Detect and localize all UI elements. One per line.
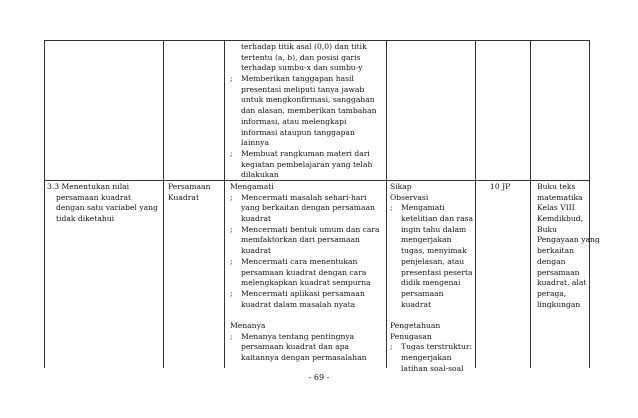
bullet-text: dan alasan, memberikan tambahan bbox=[241, 106, 377, 116]
bullet-text: tugas, menyimak bbox=[401, 246, 467, 256]
bullet-text: melengkapkan kuadrat sempurna bbox=[241, 278, 371, 288]
bullet-continuation bbox=[390, 300, 473, 311]
bullet-continuation bbox=[230, 160, 377, 171]
table-column-divider bbox=[163, 40, 164, 368]
bullet-text: ingin tahu dalam bbox=[401, 224, 467, 234]
bullet-item bbox=[230, 257, 380, 268]
text-line: Buku teks bbox=[537, 182, 576, 191]
penilaian-pengetahuan bbox=[390, 321, 473, 342]
bullet-continuation bbox=[230, 268, 380, 279]
spacer bbox=[230, 310, 380, 321]
bullet-text: yang berkaitan dengan persamaan bbox=[241, 203, 375, 213]
bullet-text: dilakukan bbox=[241, 170, 279, 180]
bullet-marker: ; bbox=[230, 148, 233, 158]
bullet-continuation bbox=[230, 85, 377, 96]
bullet-item bbox=[230, 149, 377, 160]
bullet-continuation bbox=[390, 235, 473, 246]
bullet-text: Mencermati aplikasi persamaan bbox=[241, 288, 365, 298]
bullet-continuation bbox=[230, 95, 377, 106]
activity-heading-menanya: Menanya bbox=[230, 320, 266, 330]
bullet-text: Mencermati masalah sehari-hari bbox=[241, 192, 367, 202]
bullet-text: kuadrat bbox=[401, 299, 432, 309]
bullet-continuation bbox=[230, 138, 377, 149]
bullet-text: persamaan kuadrat dan apa bbox=[241, 342, 350, 352]
penilaian-sikap bbox=[390, 182, 473, 203]
bullet-continuation bbox=[230, 214, 380, 225]
bullet-item bbox=[390, 203, 473, 214]
bullet-continuation bbox=[230, 203, 380, 214]
bullet-marker: ; bbox=[230, 288, 233, 298]
bullet-continuation bbox=[390, 225, 473, 236]
text-line: Pengayaan yang bbox=[537, 235, 600, 245]
bullet-item bbox=[230, 193, 380, 204]
bullet-marker: ; bbox=[390, 203, 393, 213]
activity-list-mengamati bbox=[230, 193, 380, 311]
text-line: Kelas VIII bbox=[537, 203, 575, 213]
alokasi-waktu-value: 10 JP bbox=[490, 182, 511, 191]
bullet-text: persamaan bbox=[401, 288, 444, 298]
spacer bbox=[390, 310, 473, 321]
page-number: - 69 - bbox=[308, 373, 330, 382]
bullet-continuation bbox=[230, 246, 380, 257]
bullet-text: memfaktorkan dari persamaan bbox=[241, 235, 360, 245]
text-line: persamaan bbox=[537, 267, 580, 277]
text-line: dengan bbox=[537, 256, 566, 266]
table-column-divider bbox=[224, 40, 225, 368]
bullet-continuation bbox=[390, 214, 473, 225]
bullet-marker: ; bbox=[390, 342, 393, 352]
bullet-continuation bbox=[230, 278, 380, 289]
bullet-text: informasi ataupun tanggapan bbox=[241, 127, 355, 137]
bullet-text: Mengamati bbox=[401, 203, 445, 213]
text-line: peraga, bbox=[537, 288, 567, 298]
bullet-text: untuk mengkonfirmasi, sanggahan bbox=[241, 95, 375, 105]
text-line: matematika bbox=[537, 192, 583, 202]
bullet-text: kuadrat bbox=[241, 246, 272, 256]
bullet-continuation bbox=[230, 353, 380, 364]
text-line: berkaitan bbox=[537, 246, 575, 256]
bullet-text: kaitannya dengan permasalahan bbox=[241, 353, 367, 362]
bullet-continuation bbox=[390, 289, 473, 300]
bullet-continuation bbox=[390, 246, 473, 257]
bullet-text: persamaan kuadrat dengan cara bbox=[241, 267, 367, 277]
text-line: Observasi bbox=[390, 192, 429, 202]
bullet-text: Memberikan tanggapan hasil bbox=[241, 74, 354, 84]
bullet-text: ketelitian dan rasa bbox=[401, 214, 474, 224]
bullet-text: kuadrat bbox=[241, 214, 272, 224]
bullet-text: penjelasan, atau bbox=[401, 256, 465, 266]
bullet-text: mengerjakan bbox=[401, 235, 452, 245]
bullet-continuation bbox=[230, 235, 380, 246]
sumber-belajar-cell bbox=[537, 182, 600, 310]
bullet-continuation bbox=[230, 170, 377, 181]
text-line: tidak diketahui bbox=[56, 214, 115, 224]
text-line: lingkungan bbox=[537, 299, 581, 309]
bullet-text: presentasi peserta bbox=[401, 267, 473, 277]
bullet-item bbox=[230, 289, 380, 300]
penilaian-sikap-items bbox=[390, 203, 473, 310]
text-line: Persamaan bbox=[168, 182, 211, 191]
penilaian-cell bbox=[390, 182, 473, 374]
bullet-text: Menanya tentang pentingnya bbox=[241, 331, 355, 341]
text-line: Penugasan bbox=[390, 331, 432, 341]
text-line: kuadrat, alat bbox=[537, 278, 587, 288]
bullet-marker: ; bbox=[230, 224, 233, 234]
bullet-text: presentasi meliputi tanya jawab bbox=[241, 84, 365, 94]
bullet-text: tertentu (a, b), dan posisi garis bbox=[241, 52, 361, 62]
bullet-text: Tugas terstruktur: bbox=[401, 342, 473, 352]
bullet-item bbox=[230, 74, 377, 85]
bullet-continuation bbox=[230, 53, 377, 64]
bullet-text: kegiatan pembelajaran yang telah bbox=[241, 159, 373, 169]
bullet-marker: ; bbox=[230, 74, 233, 84]
bullet-text: mengerjakan bbox=[401, 353, 452, 362]
bullet-text: kuadrat dalam masalah nyata bbox=[241, 299, 356, 309]
bullet-continuation bbox=[230, 300, 380, 311]
table-column-divider bbox=[530, 40, 531, 368]
bullet-continuation bbox=[230, 117, 377, 128]
bullet-marker: ; bbox=[230, 331, 233, 341]
text-line: dengan satu variabel yang bbox=[56, 203, 158, 213]
bullet-text: informasi, atau melengkapi bbox=[241, 116, 347, 126]
table-border-left bbox=[44, 40, 45, 368]
bullet-continuation bbox=[230, 42, 377, 53]
bullet-continuation bbox=[230, 63, 377, 74]
bullet-marker: ; bbox=[230, 192, 233, 202]
bullet-text: Mencermati bentuk umum dan cara bbox=[241, 224, 380, 234]
bullet-continuation bbox=[230, 342, 380, 353]
bullet-text: lainnya bbox=[241, 138, 269, 148]
bullet-continuation bbox=[230, 106, 377, 117]
bullet-text: terhadap sumbu-x dan sumbu-y bbox=[241, 63, 363, 73]
materi-pokok-cell bbox=[168, 182, 210, 203]
table-column-divider bbox=[386, 40, 387, 368]
activity-heading-mengamati: Mengamati bbox=[230, 182, 274, 191]
bullet-item bbox=[230, 225, 380, 236]
bullet-continuation bbox=[390, 257, 473, 268]
bullet-continuation bbox=[230, 128, 377, 139]
bullet-text: Membuat rangkuman materi dari bbox=[241, 148, 370, 158]
text-line: Kuadrat bbox=[168, 192, 199, 202]
bullet-marker: ; bbox=[230, 256, 233, 266]
bullet-text: Mencermati cara menentukan bbox=[241, 256, 358, 266]
bullet-continuation bbox=[390, 268, 473, 279]
text-line: persamaan kuadrat bbox=[56, 192, 132, 202]
bullet-continuation bbox=[390, 353, 473, 364]
continued-activities bbox=[230, 42, 377, 181]
table-border-top bbox=[44, 40, 590, 41]
text-line: Kemdikbud, bbox=[537, 214, 584, 224]
bullet-item bbox=[230, 332, 380, 343]
table-column-divider bbox=[475, 40, 476, 368]
bullet-continuation bbox=[390, 278, 473, 289]
bullet-text: latihan soal-soal bbox=[401, 363, 464, 373]
penilaian-pengetahuan-items bbox=[390, 342, 473, 374]
activity-list-menanya bbox=[230, 332, 380, 364]
bullet-text: terhadap titik asal (0,0) dan titik bbox=[241, 42, 367, 51]
bullet-item bbox=[390, 342, 473, 353]
text-line: 3.3 Menentukan nilai bbox=[47, 182, 130, 191]
text-line: Pengetahuan bbox=[390, 320, 441, 330]
alokasi-waktu-cell bbox=[490, 182, 510, 193]
kompetensi-dasar-cell bbox=[47, 182, 158, 225]
text-line: Buku bbox=[537, 224, 557, 234]
text-line: Sikap bbox=[390, 182, 412, 191]
bullet-text: didik mengenai bbox=[401, 278, 461, 288]
kegiatan-pembelajaran-cell bbox=[230, 182, 380, 364]
